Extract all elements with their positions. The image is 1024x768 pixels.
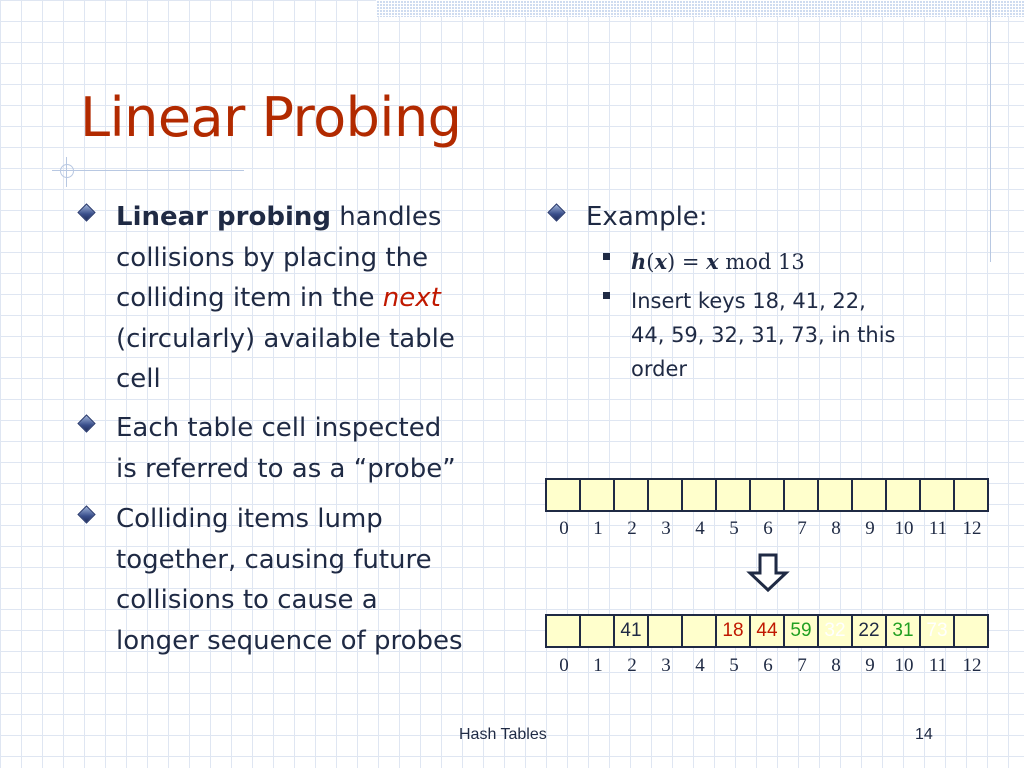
hash-cell	[784, 479, 818, 511]
bullet-text	[116, 408, 456, 489]
text-line: handles	[330, 202, 442, 232]
cell-index: 1	[593, 518, 603, 539]
hash-cell	[682, 615, 716, 647]
text-line: together, causing future	[116, 544, 432, 575]
cell-index: 11	[928, 518, 948, 539]
hash-cell	[716, 479, 750, 511]
square-bullet-icon	[603, 292, 610, 299]
hash-cell	[682, 479, 716, 511]
hash-cell	[580, 479, 614, 511]
hash-cell	[546, 615, 580, 647]
footer-title: Hash Tables	[459, 726, 547, 743]
text-line: (circularly) available table	[116, 323, 455, 354]
text-line: cell	[116, 364, 161, 394]
cell-index: 3	[661, 518, 671, 539]
bullet-text	[116, 197, 455, 400]
cell-index: 9	[865, 518, 875, 539]
hash-cell: 41	[614, 615, 648, 647]
diamond-bullet-icon	[547, 203, 565, 221]
cell-index: 6	[763, 518, 773, 539]
bullet-text	[116, 499, 463, 661]
hash-cell	[954, 615, 988, 647]
cell-index: 2	[627, 518, 637, 539]
hash-cell	[954, 479, 988, 511]
cell-index: 4	[695, 518, 705, 539]
cell-index: 7	[797, 655, 807, 676]
hash-table-empty	[545, 478, 989, 512]
text-line: Each table cell inspected	[116, 413, 442, 443]
cell-index: 5	[729, 518, 739, 539]
text-line: collisions to cause a	[116, 585, 378, 615]
bold-term: Linear probing	[116, 202, 331, 232]
cell-index: 4	[695, 655, 705, 676]
cell-index: 12	[962, 655, 982, 676]
text-line: Colliding items lump	[116, 504, 383, 534]
hash-cell	[886, 479, 920, 511]
formula-eq: =	[675, 250, 707, 274]
cell-index: 2	[627, 655, 637, 676]
cell-index: 0	[559, 518, 569, 539]
hash-cell: 59	[784, 615, 818, 647]
text-line: longer sequence of probes	[116, 625, 463, 656]
emphasis-next: next	[382, 283, 441, 313]
hash-cell: 31	[886, 615, 920, 647]
example-label: Example:	[586, 202, 708, 232]
hash-cell	[852, 479, 886, 511]
cell-index: 7	[797, 518, 807, 539]
right-decor-rule	[990, 0, 991, 262]
formula-h: h	[631, 249, 647, 274]
hash-cell	[750, 479, 784, 511]
page-number: 14	[915, 726, 933, 743]
cell-index: 3	[661, 655, 671, 676]
hash-cell	[580, 615, 614, 647]
cell-index: 1	[593, 655, 603, 676]
title-decor-rule	[52, 170, 244, 171]
text-line: collisions by placing the	[116, 242, 429, 273]
hash-cell: 44	[750, 615, 784, 647]
diamond-bullet-icon	[77, 505, 95, 523]
hash-cell: 73	[920, 615, 954, 647]
formula-x: x	[654, 249, 668, 274]
cell-index: 12	[962, 518, 982, 539]
formula-paren: (	[646, 250, 655, 274]
cell-index: 8	[831, 518, 841, 539]
hash-cell	[614, 479, 648, 511]
hash-cell	[546, 479, 580, 511]
hash-cell: 18	[716, 615, 750, 647]
index-row-empty	[547, 518, 989, 540]
top-decor-band	[376, 0, 1024, 17]
title-decor-circle	[60, 164, 74, 178]
insert-text	[631, 284, 896, 386]
hash-table-filled	[545, 614, 989, 648]
cell-index: 6	[763, 655, 773, 676]
hash-cell: 22	[852, 615, 886, 647]
diamond-bullet-icon	[77, 203, 95, 221]
text-line: Insert keys 18, 41, 22,	[631, 289, 866, 313]
hash-cell	[920, 479, 954, 511]
formula-mod: mod 13	[718, 250, 805, 274]
cell-index: 10	[894, 655, 914, 676]
cell-index: 8	[831, 655, 841, 676]
formula-paren: )	[667, 250, 676, 274]
cell-index: 5	[729, 655, 739, 676]
cell-index: 0	[559, 655, 569, 676]
text-line: colliding item in the	[116, 283, 383, 313]
hash-cell	[648, 479, 682, 511]
cell-index: 9	[865, 655, 875, 676]
cell-index: 11	[928, 655, 948, 676]
text-line: is referred to as a “probe”	[116, 453, 456, 484]
formula-x: x	[706, 249, 719, 274]
hash-cell	[648, 615, 682, 647]
hash-cell: 32	[818, 615, 852, 647]
slide-title: Linear Probing	[80, 86, 462, 149]
down-arrow-icon	[746, 553, 790, 593]
cell-index: 10	[894, 518, 914, 539]
index-row-filled	[547, 655, 989, 677]
square-bullet-icon	[603, 253, 610, 260]
text-line: order	[631, 357, 687, 381]
hash-formula	[631, 245, 805, 279]
diamond-bullet-icon	[77, 414, 95, 432]
text-line: 44, 59, 32, 31, 73, in this	[631, 323, 896, 347]
hash-cell	[818, 479, 852, 511]
